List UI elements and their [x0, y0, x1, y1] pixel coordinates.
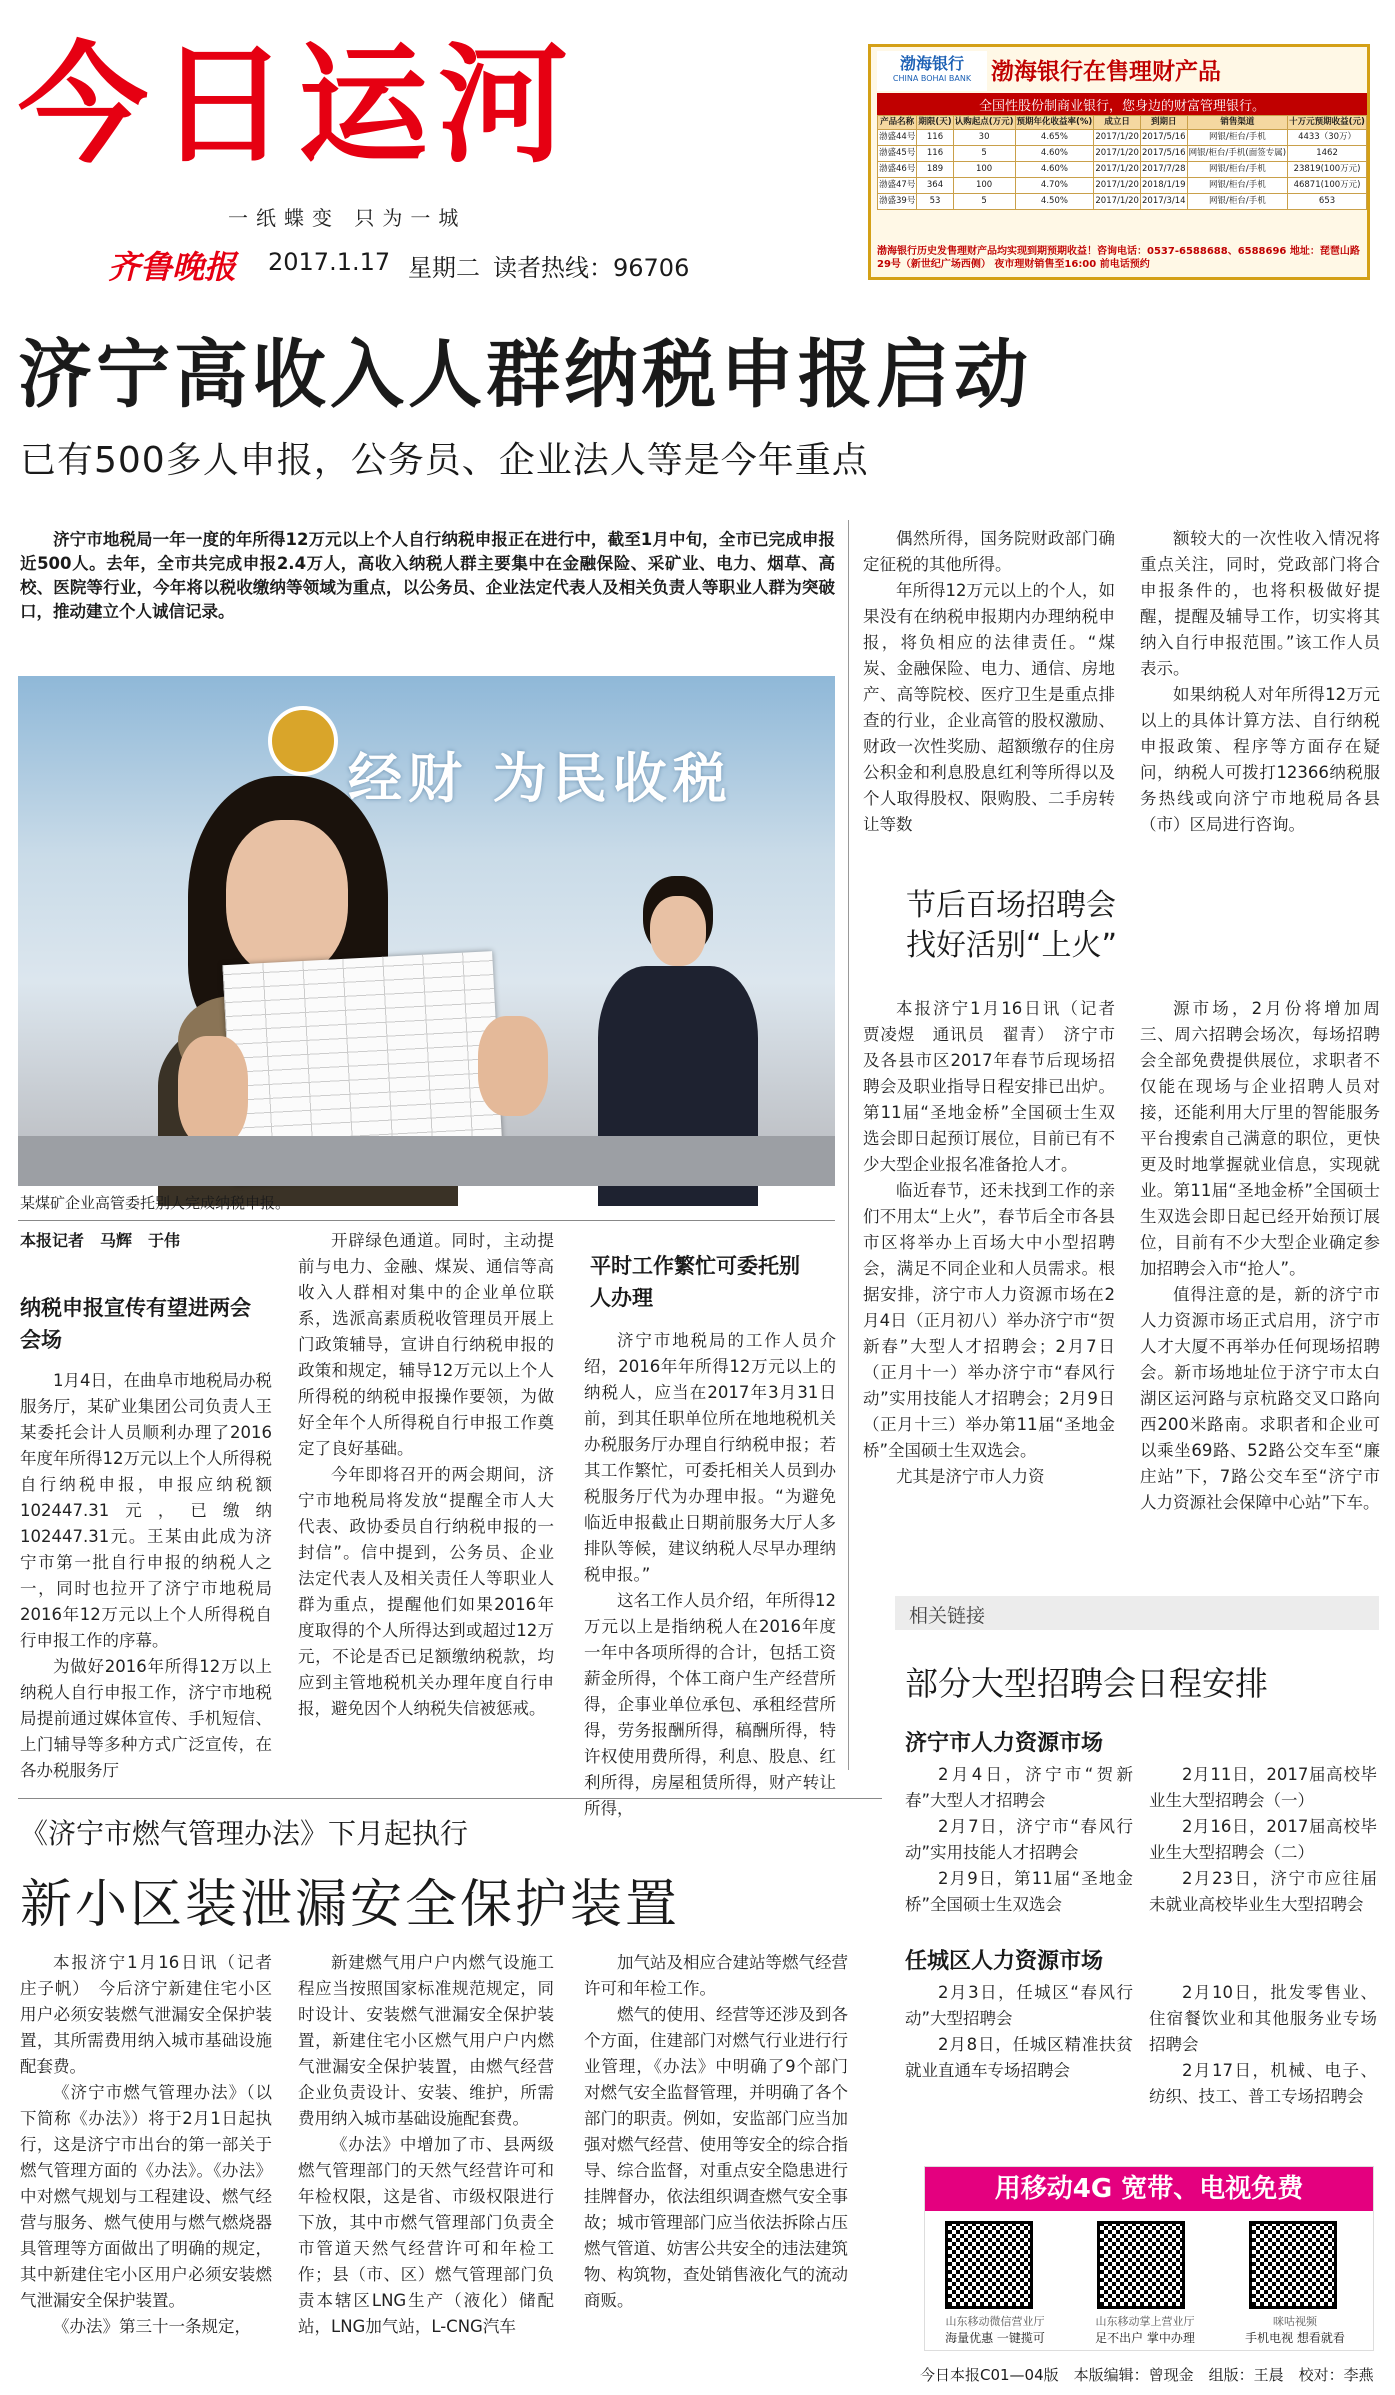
- table-cell: 4.70%: [1015, 178, 1094, 194]
- gas-col-2: [298, 1950, 554, 2350]
- table-cell: 2017/1/20: [1094, 178, 1141, 194]
- table-header: 产品名称: [878, 116, 917, 130]
- table-header: 期限(天): [917, 116, 953, 130]
- table-cell: 渤盛39号: [878, 194, 917, 210]
- paragraph: 额较大的一次性收入情况将重点关注，同时，党政部门将合申报条件的，也将积极做好提醒，提醒及辅导工作，切实将其纳入自行申报范围。”该工作人员表示。: [1140, 529, 1380, 678]
- related-links-box: [895, 1596, 1379, 2156]
- article-col-1: [20, 1368, 272, 1780]
- table-cell: 网银/柜台/手机: [1187, 178, 1287, 194]
- table-cell: 364: [917, 178, 953, 194]
- paragraph: 本报济宁1月16日讯（记者 庄子帆） 今后济宁新建住宅小区用户必须安装燃气泄漏安全保护装置，其所需费用纳入城市基础设施配套费。: [20, 1953, 289, 2076]
- section-2-left: [905, 1980, 1133, 2084]
- table-cell: 网银/柜台/手机: [1187, 194, 1287, 210]
- table-cell: 2017/3/14: [1140, 194, 1187, 210]
- table-cell: 46871(100万元): [1288, 178, 1367, 194]
- logo: 今日运河: [18, 29, 579, 181]
- article-col-3: [584, 1328, 836, 1818]
- jobs-title-2: 找好活别“上火”: [906, 928, 1118, 963]
- lead-paragraph: 济宁市地税局一年一度的年所得12万元以上个人自行纳税申报正在进行中，截至1月中旬，全市已完成申报近500人。去年，全市共完成申报2.4万人，高收入纳税人群主要集中在金融保险、采矿业、电力、烟草、高校、医院等行业，今年将以税收缴纳等领域为重点，以公务员、企业法定代表人及相关负责人等职业人群为突破口，推动建立个人诚信记录。: [20, 530, 835, 621]
- schedule-item: 2月16日，2017届高校毕业生大型招聘会（二）: [1149, 1817, 1377, 1862]
- ad-footer: 渤海银行历史发售理财产品均实现到期预期收益！咨询电话：0537-6588688、6588696 地址：琵琶山路29号（新世纪广场西侧） 夜市理财销售至16:00 前电话预约: [877, 246, 1360, 270]
- schedule-item: 2月9日，第11届“圣地金桥”全国硕士生双选会: [905, 1869, 1133, 1914]
- schedule-item: 2月23日，济宁市应往届未就业高校毕业生大型招聘会: [1149, 1869, 1377, 1914]
- table-cell: 100: [953, 162, 1015, 178]
- qr-3-tag: 手机电视 想看就看: [1245, 2331, 1345, 2345]
- qr-1-name: 山东移动微信营业厅: [945, 2315, 1045, 2328]
- hotline: 读者热线：96706: [493, 254, 690, 282]
- schedule-item: 2月8日，任城区精准扶贫就业直通车专场招聘会: [905, 2035, 1133, 2080]
- table-cell: 23819(100万元): [1288, 162, 1367, 178]
- table-cell: 2017/1/20: [1094, 130, 1141, 146]
- paragraph: 本报济宁1月16日讯（记者 贾凌煜 通讯员 翟青） 济宁市及各县市区2017年春节后现场招聘会及职业指导日程安排已出炉。第11届“圣地金桥”全国硕士生双选会即日起预订展位，目前已有不少大型企业报名准备抢人才。: [863, 999, 1132, 1174]
- news-photo: [18, 676, 835, 1186]
- table-header: 认购起点(万元): [953, 116, 1015, 130]
- paragraph: 济宁市地税局的工作人员介绍，2016年年所得12万元以上的纳税人，应当在2017年3月31日前，到其任职单位所在地地税机关办税服务厅办理自行纳税申报；若其工作繁忙，可委托相关人员到办税服务厅代为办理申报。“为避免临近申报截止日期前服务大厅人多排队等候，建议纳税人尽早办理纳税申报。”: [584, 1331, 836, 1584]
- byline: 本报记者 马辉 于伟: [20, 1231, 181, 1250]
- subhead-1: 纳税申报宣传有望进两会会场: [20, 1296, 251, 1352]
- main-headline: 济宁高收入人群纳税申报启动: [18, 332, 1032, 418]
- paragraph: 新建燃气用户户内燃气设施工程应当按照国家标准规范规定，同时设计、安装燃气泄漏安全保护装置，新建住宅小区燃气用户户内燃气泄漏安全保护装置，由燃气经营企业负责设计、安装、维护，所需费用纳入城市基础设施配套费。: [298, 1953, 554, 2128]
- table-cell: 5: [953, 146, 1015, 162]
- divider: [18, 1798, 882, 1799]
- table-cell: 116: [917, 146, 953, 162]
- masthead: [18, 30, 878, 290]
- divider: [18, 1220, 835, 1221]
- table-cell: 4433（30万）: [1288, 130, 1367, 146]
- table-cell: 2017/5/16: [1140, 146, 1187, 162]
- bank-ad: [868, 44, 1370, 280]
- section-1-left: [905, 1762, 1133, 1918]
- article-col-2: [298, 1228, 554, 1770]
- qr-2-tag: 足不出户 掌中办理: [1095, 2331, 1195, 2345]
- table-cell: 渤盛45号: [878, 146, 917, 162]
- schedule-item: 2月17日，机械、电子、纺织、技工、普工专场招聘会: [1149, 2061, 1377, 2106]
- paragraph: 开辟绿色通道。同时，主动提前与电力、金融、煤炭、通信等高收入人群相对集中的企业单位联系，选派高素质税收管理员开展上门政策辅导，宣讲自行纳税申报的政策和规定，辅导12万元以上个人所得税的纳税申报操作要领，为做好全年个人所得税自行申报工作奠定了良好基础。: [298, 1231, 554, 1458]
- article-col-4: [863, 526, 1115, 836]
- gas-col-3: [584, 1950, 848, 2350]
- table-cell: 30: [953, 130, 1015, 146]
- paragraph: 这名工作人员介绍，年所得12万元以上是指纳税人在2016年度一年中各项所得的合计，包括工资薪金所得，个体工商户生产经营所得，企事业单位承包、承租经营所得，劳务报酬所得，稿酬所得，特许权使用费所得，利息、股息、红利所得，房屋租赁所得，财产转让所得，: [584, 1591, 836, 1818]
- table-cell: 53: [917, 194, 953, 210]
- table-cell: 189: [917, 162, 953, 178]
- schedule-item: 2月3日，任城区“春风行动”大型招聘会: [905, 1983, 1133, 2028]
- section-1-right: [1149, 1762, 1377, 1918]
- table-cell: 4.60%: [1015, 146, 1094, 162]
- section-2-right: [1149, 1980, 1377, 2110]
- subhead-2: 平时工作繁忙可委托别人办理: [590, 1254, 800, 1310]
- table-header: 十万元预期收益(元): [1288, 116, 1367, 130]
- paragraph: 临近春节，还未找到工作的亲们不用太“上火”，春节后全市各县市区将举办上百场大中小型招聘会，满足不同企业和人员需求。根据安排，济宁市人力资源市场在2月4日（正月初八）举办济宁市“贺新春”大型人才招聘会；2月7日（正月十一）举办济宁市“春风行动”实用技能人才招聘会；2月9日（正月十三）举办第11届“圣地金桥”全国硕士生双选会。: [863, 1181, 1115, 1460]
- table-cell: 2017/7/28: [1140, 162, 1187, 178]
- main-subheadline: 已有500多人申报，公务员、企业法人等是今年重点: [20, 440, 869, 481]
- ad-title: 渤海银行在售理财产品: [991, 59, 1221, 85]
- gas-kicker: 《济宁市燃气管理办法》下月起执行: [20, 1817, 469, 1850]
- related-label: 相关链接: [909, 1605, 986, 1627]
- table-cell: 5: [953, 194, 1015, 210]
- related-title: 部分大型招聘会日程安排: [905, 1664, 1268, 1703]
- paragraph: 为做好2016年所得12万以上纳税人自行申报工作，济宁市地税局提前通过媒体宣传、手机短信、上门辅导等多种方式广泛宣传，在各办税服务厅: [20, 1657, 272, 1780]
- paragraph: 1月4日，在曲阜市地税局办税服务厅，某矿业集团公司负责人王某委托会计人员顺利办理了2016年度年所得12万元以上个人所得税自行纳税申报，申报应纳税额102447.31元，已缴纳102447.31元。王某由此成为济宁市第一批自行申报的纳税人之一，同时也拉开了济宁市地税局2016年12万元以上个人所得税自行申报工作的序幕。: [20, 1371, 272, 1650]
- table-cell: 116: [917, 130, 953, 146]
- section-2-title: 任城区人力资源市场: [905, 1949, 1104, 1974]
- jobs-title-1: 节后百场招聘会: [906, 888, 1116, 923]
- product-table: [877, 115, 1367, 210]
- page-footer: 今日本报C01—04版 本版编辑：曾现金 组版：王晨 校对：李燕: [920, 2366, 1374, 2384]
- paragraph: 偶然所得，国务院财政部门确定征税的其他所得。: [863, 529, 1115, 574]
- table-cell: 2017/1/20: [1094, 146, 1141, 162]
- paragraph: 《办法》中增加了市、县两级燃气管理部门的天然气经营许可和年检权限，这是省、市级权限进行下放，其中市燃气管理部门负责全市管道天然气经营许可和年检工作；县（市、区）燃气管理部门负责本辖区LNG生产（液化）储配站，LNG加气站，L-CNG汽车: [298, 2135, 554, 2336]
- table-cell: 渤盛46号: [878, 162, 917, 178]
- table-cell: 网银/柜台/手机: [1187, 162, 1287, 178]
- table-cell: 网银/柜台/手机: [1187, 130, 1287, 146]
- table-header: 成立日: [1094, 116, 1141, 130]
- paragraph: 《济宁市燃气管理办法》（以下简称《办法》）将于2月1日起执行，这是济宁市出台的第一部关于燃气管理方面的《办法》。《办法》中对燃气规划与工程建设、燃气经营与服务、燃气使用与燃气燃烧器具管理等方面做出了明确的规定，其中新建住宅小区用户必须安装燃气泄漏安全保护装置。: [20, 2083, 272, 2310]
- emblem-icon: [268, 706, 338, 776]
- article-col-5: [1140, 526, 1380, 836]
- table-header: 到期日: [1140, 116, 1187, 130]
- col-rule: [848, 520, 849, 1770]
- paragraph: 尤其是济宁市人力资: [896, 1467, 1045, 1486]
- paragraph: 年所得12万元以上的个人，如果没有在纳税申报期内办理纳税申报，将负相应的法律责任。“煤炭、金融保险、电力、通信、房地产、高等院校、医疗卫生是重点排查的行业，企业高管的股权激励、财政一次性奖励、超额缴存的住房公积金和利息股息红利等所得以及个人取得股权、限购股、二手房转让等数: [863, 581, 1115, 834]
- schedule-item: 2月11日，2017届高校毕业生大型招聘会（一）: [1149, 1765, 1377, 1810]
- mobile-banner: 用移动4G 宽带、电视免费: [925, 2167, 1373, 2211]
- table-cell: 1462: [1288, 146, 1367, 162]
- table-cell: 2018/1/19: [1140, 178, 1187, 194]
- table-cell: 渤盛47号: [878, 178, 917, 194]
- mobile-ad: [924, 2166, 1374, 2351]
- ad-subtitle: 全国性股份制商业银行，您身边的财富管理银行。: [877, 93, 1367, 116]
- jobs-col-b: [1140, 996, 1380, 1596]
- qr-1-tag: 海量优惠 一键揽可: [945, 2331, 1045, 2345]
- table-cell: 653: [1288, 194, 1367, 210]
- table-cell: 2017/5/16: [1140, 130, 1187, 146]
- paragraph: 《办法》第三十一条规定，: [53, 2317, 251, 2336]
- photo-caption: 某煤矿企业高管委托别人完成纳税申报。: [20, 1194, 291, 1212]
- table-row: [878, 130, 1367, 146]
- table-cell: 100: [953, 178, 1015, 194]
- schedule-item: 2月10日，批发零售业、住宿餐饮业和其他服务业专场招聘会: [1149, 1983, 1377, 2054]
- table-row: [878, 162, 1367, 178]
- qr-3-name: 咪咕视频: [1273, 2315, 1317, 2328]
- qr-code-1[interactable]: [945, 2221, 1033, 2309]
- table-header: 销售渠道: [1187, 116, 1287, 130]
- table-cell: 4.50%: [1015, 194, 1094, 210]
- slogan: 一纸蝶变 只为一城: [228, 206, 467, 230]
- paragraph: 源市场，2月份将增加周三、周六招聘会场次，每场招聘会全部免费提供展位，求职者不仅能在现场与企业招聘人员对接，还能利用大厅里的智能服务平台搜索自己满意的职位，更快更及时地掌握就业信息，实现就业。第11届“圣地金桥”全国硕士生双选会即日起已经开始预订展位，目前有不少大型企业确定参加招聘会入市“抢人”。: [1140, 999, 1380, 1278]
- paper-name: 齐鲁晚报: [108, 248, 237, 286]
- paragraph: 加气站及相应合建站等燃气经营许可和年检工作。: [584, 1953, 848, 1998]
- qr-2-name: 山东移动掌上营业厅: [1095, 2315, 1195, 2328]
- table-cell: 4.60%: [1015, 162, 1094, 178]
- schedule-item: 2月4日，济宁市“贺新春”大型人才招聘会: [905, 1765, 1133, 1810]
- table-cell: 2017/1/20: [1094, 194, 1141, 210]
- table-row: [878, 146, 1367, 162]
- section-1-title: 济宁市人力资源市场: [905, 1731, 1104, 1756]
- photo-wall-sign: 经财 为民收税: [348, 747, 733, 810]
- qr-code-2[interactable]: [1097, 2221, 1185, 2309]
- qr-code-3[interactable]: [1249, 2221, 1337, 2309]
- paragraph: 值得注意的是，新的济宁市人力资源市场正式启用，济宁市人才大厦不再举办任何现场招聘会。新市场地址位于济宁市太白湖区运河路与京杭路交叉口路向西200米路南。求职者和企业可以乘坐69路、52路公交车至“廉庄站”下，7路公交车至“济宁市人力资源社会保障中心站”下车。: [1140, 1285, 1380, 1512]
- table-header: 预期年化收益率(%): [1015, 116, 1094, 130]
- issue-date: 2017.1.17: [268, 248, 391, 276]
- paragraph: 今年即将召开的两会期间，济宁市地税局将发放“提醒全市人大代表、政协委员自行纳税申报的一封信”。信中提到，公务员、企业法定代表人及相关责任人等职业人群为重点，提醒他们如果2016年度取得的个人所得达到或超过12万元，不论是否已足额缴纳税款，均应到主管地税机关办理年度自行申报，避免因个人纳税失信被惩戒。: [298, 1465, 554, 1718]
- weekday: 星期二: [408, 254, 480, 282]
- table-row: [878, 178, 1367, 194]
- bank-logo: 渤海银行 CHINA BOHAI BANK: [877, 51, 987, 91]
- gas-headline: 新小区装泄漏安全保护装置: [20, 1875, 681, 1935]
- paragraph: 燃气的使用、经营等还涉及到各个方面，住建部门对燃气行业进行行业管理，《办法》中明确了9个部门对燃气安全监督管理，并明确了各个部门的职责。例如，安监部门应当加强对燃气经营、使用等安全的综合指导、综合监督，对重点安全隐患进行挂牌督办，依法组织调查燃气安全事故；城市管理部门应当依法拆除占压燃气管道、妨害公共安全的违法建筑物、构筑物，查处销售液化气的流动商贩。: [584, 2005, 848, 2310]
- schedule-item: 2月7日，济宁市“春风行动”实用技能人才招聘会: [905, 1817, 1133, 1862]
- table-cell: 4.65%: [1015, 130, 1094, 146]
- table-cell: 2017/1/20: [1094, 162, 1141, 178]
- paragraph: 如果纳税人对年所得12万元以上的具体计算方法、自行纳税申报政策、程序等方面存在疑问，纳税人可拨打12366纳税服务热线或向济宁市地税局各县（市）区局进行咨询。: [1140, 685, 1380, 834]
- gas-col-1: [20, 1950, 289, 2350]
- jobs-col-a: [863, 996, 1132, 1596]
- table-row: [878, 194, 1367, 210]
- table-cell: 网银/柜台/手机(面签专属): [1187, 146, 1287, 162]
- table-cell: 渤盛44号: [878, 130, 917, 146]
